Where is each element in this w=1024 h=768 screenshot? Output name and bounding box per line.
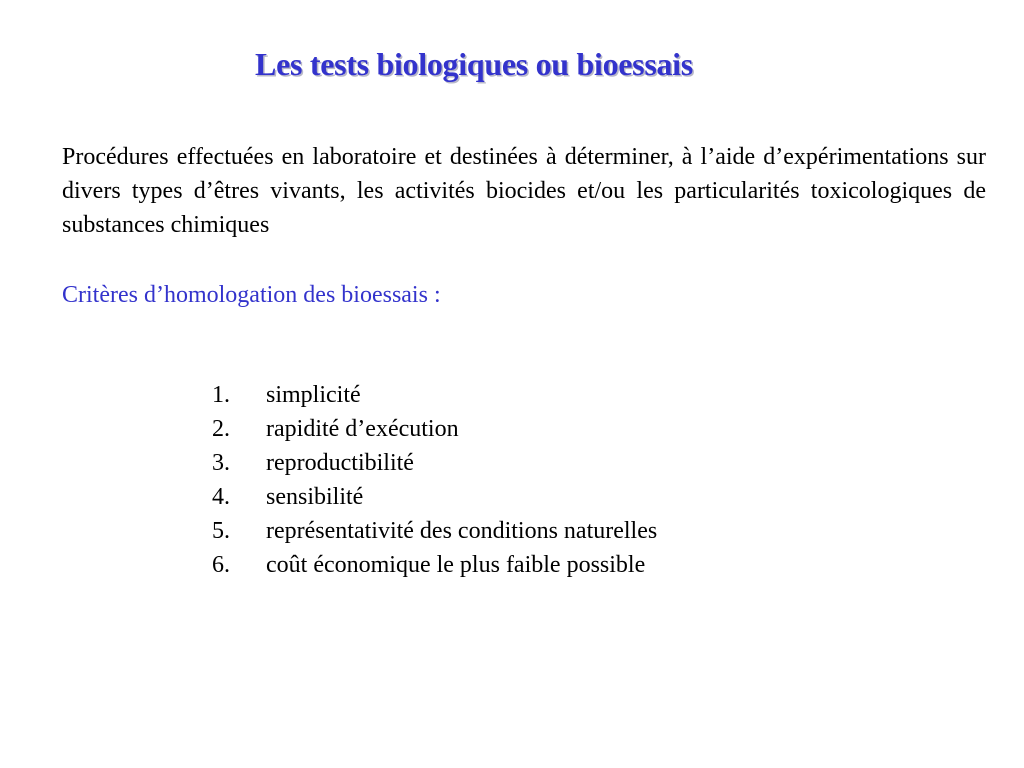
criteria-item-text: sensibilité [266, 484, 364, 510]
criteria-item-number: 3. [212, 450, 230, 476]
criteria-item [212, 446, 657, 480]
criteria-item [212, 412, 657, 446]
criteria-item-text: représentativité des conditions naturelles [266, 518, 658, 544]
criteria-item-number: 6. [212, 552, 230, 578]
criteria-item-text: simplicité [266, 382, 361, 408]
slide-title [0, 46, 1024, 83]
criteria-item-text: reproductibilité [266, 450, 414, 476]
criteria-item [212, 378, 657, 412]
criteria-item-number: 4. [212, 484, 230, 510]
criteria-item [212, 548, 657, 582]
criteria-item-number: 2. [212, 416, 230, 442]
definition-paragraph: Procédures effectuées en laboratoire et destinées à déterminer, à l’aide d’expérimentations sur divers types d’êtres vivants, les activités biocides et/ou les particularités toxicologiques de substances chimiques [62, 144, 986, 238]
criteria-item-text: coût économique le plus faible possible [266, 552, 646, 578]
criteria-item-number: 5. [212, 518, 230, 544]
slide-title-text: Les tests biologiques ou bioessais [255, 46, 693, 82]
criteria-heading: Critères d’homologation des bioessais : [62, 282, 441, 308]
criteria-item-number: 1. [212, 382, 230, 408]
criteria-item [212, 480, 657, 514]
criteria-list [212, 378, 657, 582]
criteria-item-text: rapidité d’exécution [266, 416, 459, 442]
criteria-item [212, 514, 657, 548]
